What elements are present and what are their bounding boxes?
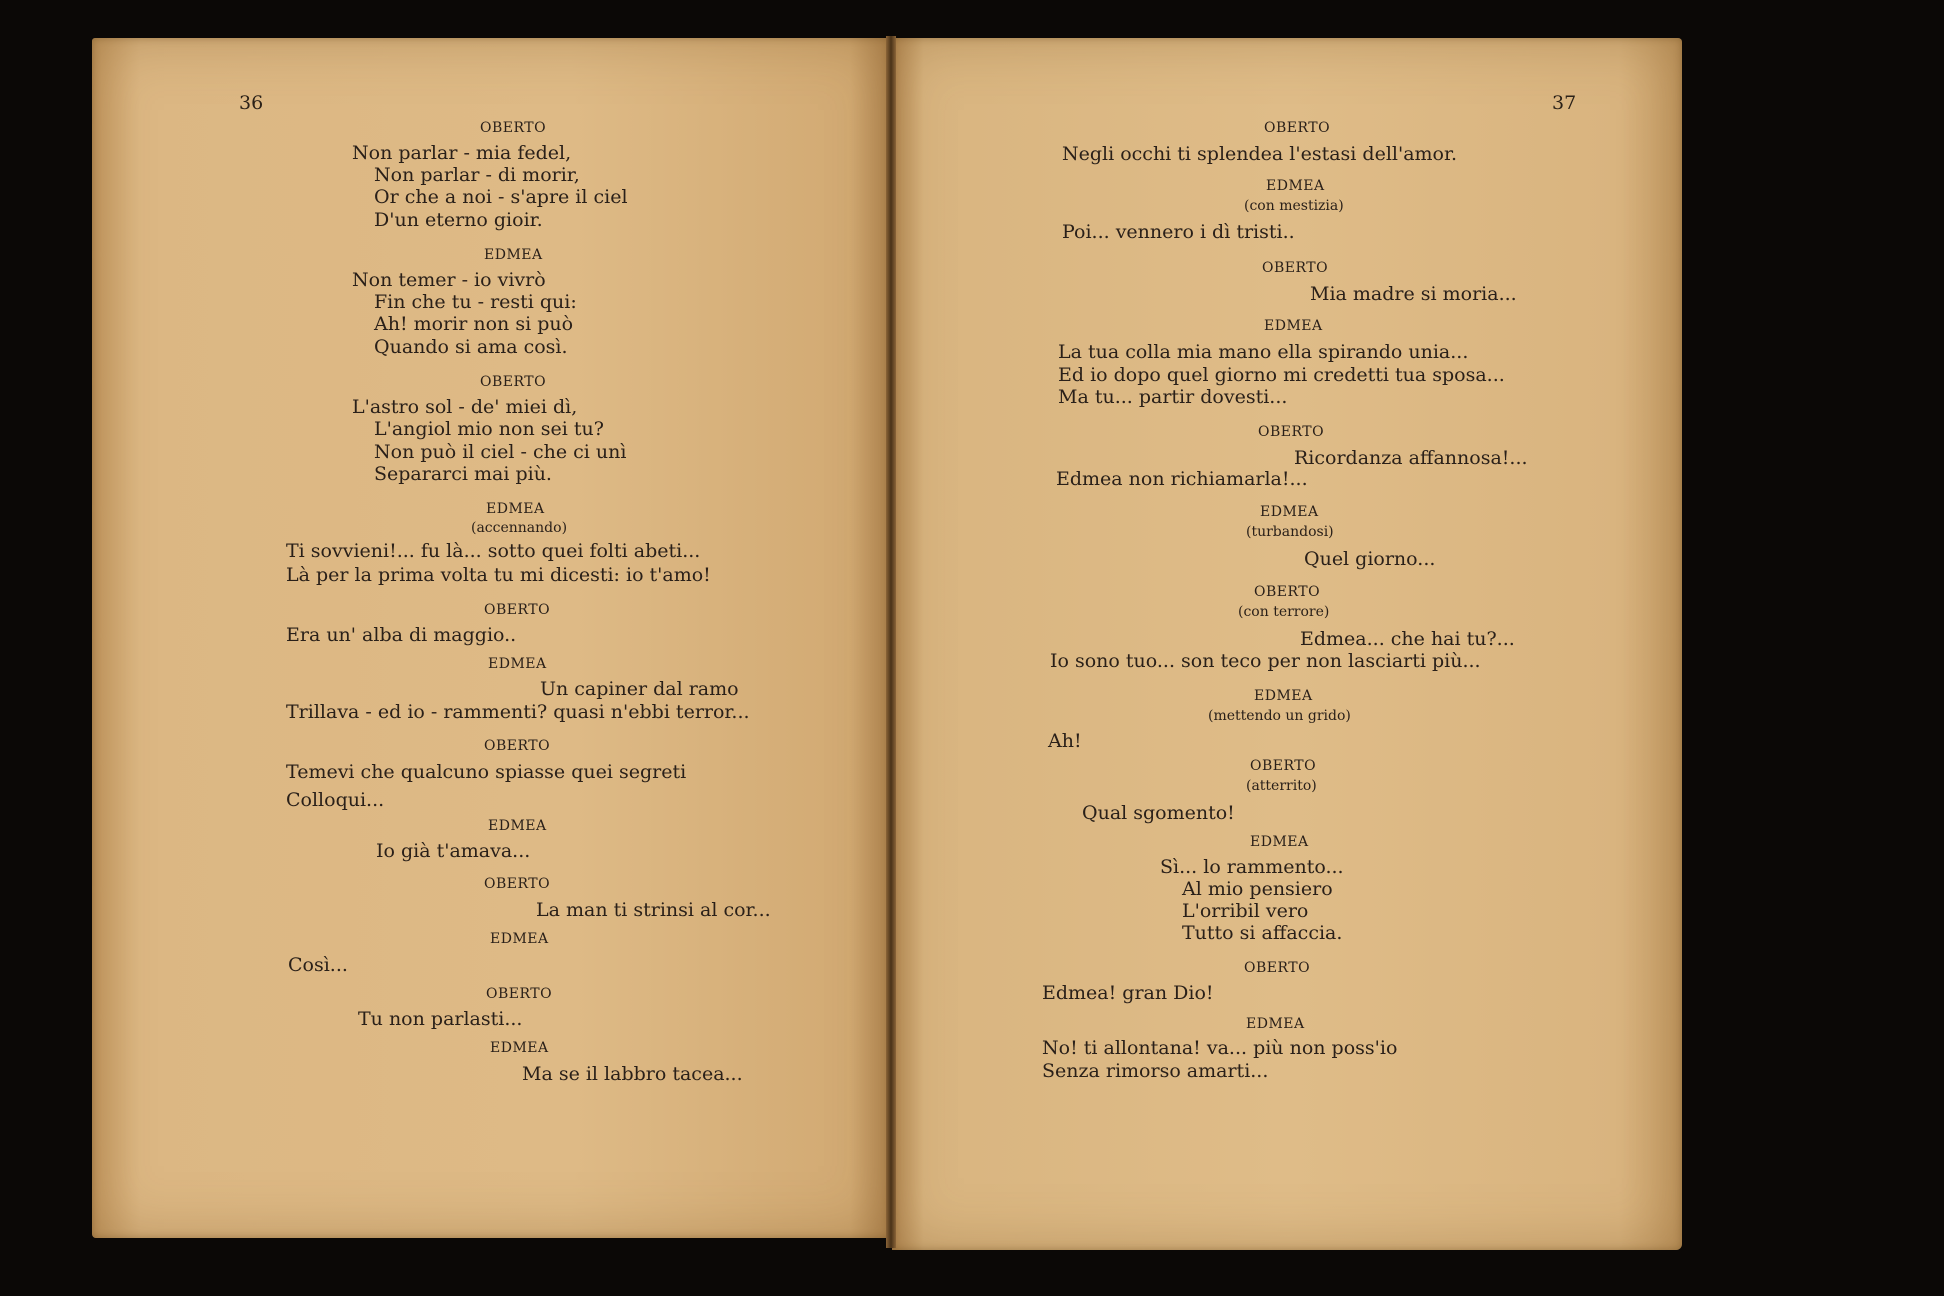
- left-speaker-name: OBERTO: [486, 986, 553, 1002]
- right-verse-line: Edmea... che hai tu?...: [1300, 628, 1515, 650]
- right-speaker-name: OBERTO: [1258, 424, 1325, 440]
- right-speaker-name: EDMEA: [1250, 834, 1309, 850]
- left-page-number: 36: [239, 92, 264, 114]
- left-verse-line: Ti sovvieni!... fu là... sotto quei folti abeti...: [286, 540, 701, 562]
- right-speaker-name: OBERTO: [1250, 758, 1317, 774]
- right-speaker-name: EDMEA: [1246, 1016, 1305, 1032]
- right-stage-direction: (turbandosi): [1246, 524, 1334, 540]
- left-verse-line: Non parlar - mia fedel,: [352, 142, 572, 164]
- left-verse-line: Fin che tu - resti qui:: [374, 291, 577, 313]
- left-speaker-name: EDMEA: [488, 656, 547, 672]
- left-speaker-name: OBERTO: [484, 738, 551, 754]
- left-speaker-name: EDMEA: [488, 818, 547, 834]
- left-verse-line: Là per la prima volta tu mi dicesti: io t'amo!: [286, 564, 711, 586]
- right-verse-line: Mia madre si moria...: [1310, 283, 1517, 305]
- left-speaker-name: EDMEA: [486, 501, 545, 517]
- left-verse-line: Era un' alba di maggio..: [286, 624, 517, 646]
- right-verse-line: Negli occhi ti splendea l'estasi dell'amor.: [1062, 143, 1458, 165]
- book-gutter: [886, 36, 896, 1248]
- right-stage-direction: (mettendo un grido): [1208, 708, 1351, 724]
- right-verse-line: Al mio pensiero: [1182, 878, 1333, 900]
- right-verse-line: Quel giorno...: [1304, 548, 1436, 570]
- right-page-number: 37: [1552, 92, 1577, 114]
- left-speaker-name: EDMEA: [484, 247, 543, 263]
- right-verse-line: Ricordanza affannosa!...: [1294, 447, 1528, 469]
- right-speaker-name: OBERTO: [1254, 584, 1321, 600]
- right-verse-line: Ed io dopo quel giorno mi credetti tua sposa...: [1058, 364, 1505, 386]
- left-verse-line: Non può il ciel - che ci unì: [374, 441, 627, 463]
- left-verse-line: Così...: [288, 954, 348, 976]
- left-verse-line: Io già t'amava...: [376, 840, 531, 862]
- left-speaker-name: OBERTO: [484, 602, 551, 618]
- right-speaker-name: OBERTO: [1262, 260, 1329, 276]
- left-verse-line: La man ti strinsi al cor...: [536, 899, 771, 921]
- left-verse-line: L'astro sol - de' miei dì,: [352, 396, 578, 418]
- right-verse-line: Ah!: [1048, 730, 1082, 752]
- left-verse-line: Un capiner dal ramo: [540, 678, 739, 700]
- right-verse-line: Ma tu... partir dovesti...: [1058, 386, 1288, 408]
- left-verse-line: Ma se il labbro tacea...: [522, 1063, 743, 1085]
- left-verse-line: Colloqui...: [286, 789, 385, 811]
- left-speaker-name: OBERTO: [484, 876, 551, 892]
- left-speaker-name: OBERTO: [480, 120, 547, 136]
- left-verse-line: Non temer - io vivrò: [352, 269, 546, 291]
- left-verse-line: Tu non parlasti...: [358, 1008, 523, 1030]
- right-stage-direction: (atterrito): [1246, 778, 1317, 794]
- right-verse-line: No! ti allontana! va... più non poss'io: [1042, 1037, 1398, 1059]
- left-verse-line: Ah! morir non si può: [374, 313, 574, 335]
- right-verse-line: L'orribil vero: [1182, 900, 1309, 922]
- right-verse-line: Senza rimorso amarti...: [1042, 1060, 1269, 1082]
- left-verse-line: Quando si ama così.: [374, 336, 568, 358]
- right-verse-line: Poi... vennero i dì tristi..: [1062, 221, 1295, 243]
- right-verse-line: Sì... lo rammento...: [1160, 856, 1344, 878]
- right-speaker-name: EDMEA: [1260, 504, 1319, 520]
- right-speaker-name: EDMEA: [1254, 688, 1313, 704]
- left-verse-line: Temevi che qualcuno spiasse quei segreti: [286, 761, 687, 783]
- left-stage-direction: (accennando): [471, 520, 568, 536]
- left-verse-line: Non parlar - di morir,: [374, 164, 580, 186]
- left-speaker-name: EDMEA: [490, 931, 549, 947]
- left-speaker-name: OBERTO: [480, 374, 547, 390]
- right-speaker-name: OBERTO: [1264, 120, 1331, 136]
- right-speaker-name: OBERTO: [1244, 960, 1311, 976]
- left-verse-line: Trillava - ed io - rammenti? quasi n'ebbi terror...: [286, 701, 750, 723]
- right-stage-direction: (con mestizia): [1244, 198, 1344, 214]
- right-verse-line: Edmea! gran Dio!: [1042, 982, 1214, 1004]
- right-verse-line: Tutto si affaccia.: [1182, 922, 1343, 944]
- left-verse-line: Or che a noi - s'apre il ciel: [374, 186, 628, 208]
- left-verse-line: D'un eterno gioir.: [374, 209, 543, 231]
- right-verse-line: Edmea non richiamarla!...: [1056, 468, 1308, 490]
- right-page: [892, 38, 1682, 1250]
- right-verse-line: Io sono tuo... son teco per non lasciarti più...: [1050, 650, 1481, 672]
- right-speaker-name: EDMEA: [1264, 318, 1323, 334]
- left-verse-line: L'angiol mio non sei tu?: [374, 418, 604, 440]
- left-verse-line: Separarci mai più.: [374, 463, 552, 485]
- left-speaker-name: EDMEA: [490, 1040, 549, 1056]
- right-verse-line: Qual sgomento!: [1082, 802, 1235, 824]
- right-verse-line: La tua colla mia mano ella spirando unia...: [1058, 341, 1469, 363]
- right-stage-direction: (con terrore): [1238, 604, 1330, 620]
- right-speaker-name: EDMEA: [1266, 178, 1325, 194]
